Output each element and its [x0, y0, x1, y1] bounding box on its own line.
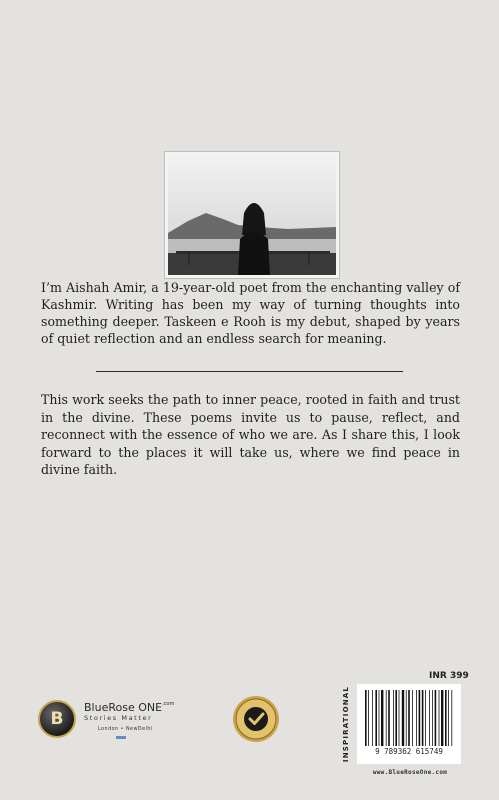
publisher-name: BlueRose $ONE^{.com}$ [84, 701, 175, 714]
publisher-website: www.BlueRoseOne.com [372, 769, 448, 776]
section-divider [96, 371, 403, 372]
author-photo [165, 152, 339, 278]
author-photo-image [168, 155, 336, 275]
gold-seal-icon [232, 695, 280, 743]
publisher-tagline: Stories Matter [84, 714, 153, 722]
barcode-bars [365, 690, 453, 746]
price-label: INR 399 [429, 671, 469, 681]
publisher-mini-mark-icon [116, 736, 126, 739]
publisher-logo-icon: B [38, 700, 76, 738]
isbn-number: 9 789362 615749 [375, 747, 443, 756]
barcode [357, 684, 461, 764]
book-description: This work seeks the path to inner peace, rooted in faith and trust in the divine. These poems invite us to pause, reflect, and reconnect with the essence of who we are. As I share this, I look forward to the places it will take us, where we find peace in divine faith. [41, 392, 460, 477]
publisher-block [38, 698, 198, 748]
publisher-cities: London • NewDelhi [98, 727, 153, 732]
author-bio: I’m Aishah Amir, a 19-year-old poet from the enchanting valley of Kashmir. Writing has been my way of turning thoughts into something deeper. Taskeen e Rooh is my debut, shaped by years of quiet reflection and an endless search for meaning. [41, 280, 460, 346]
genre-label: INSPIRATIONAL [342, 685, 350, 763]
